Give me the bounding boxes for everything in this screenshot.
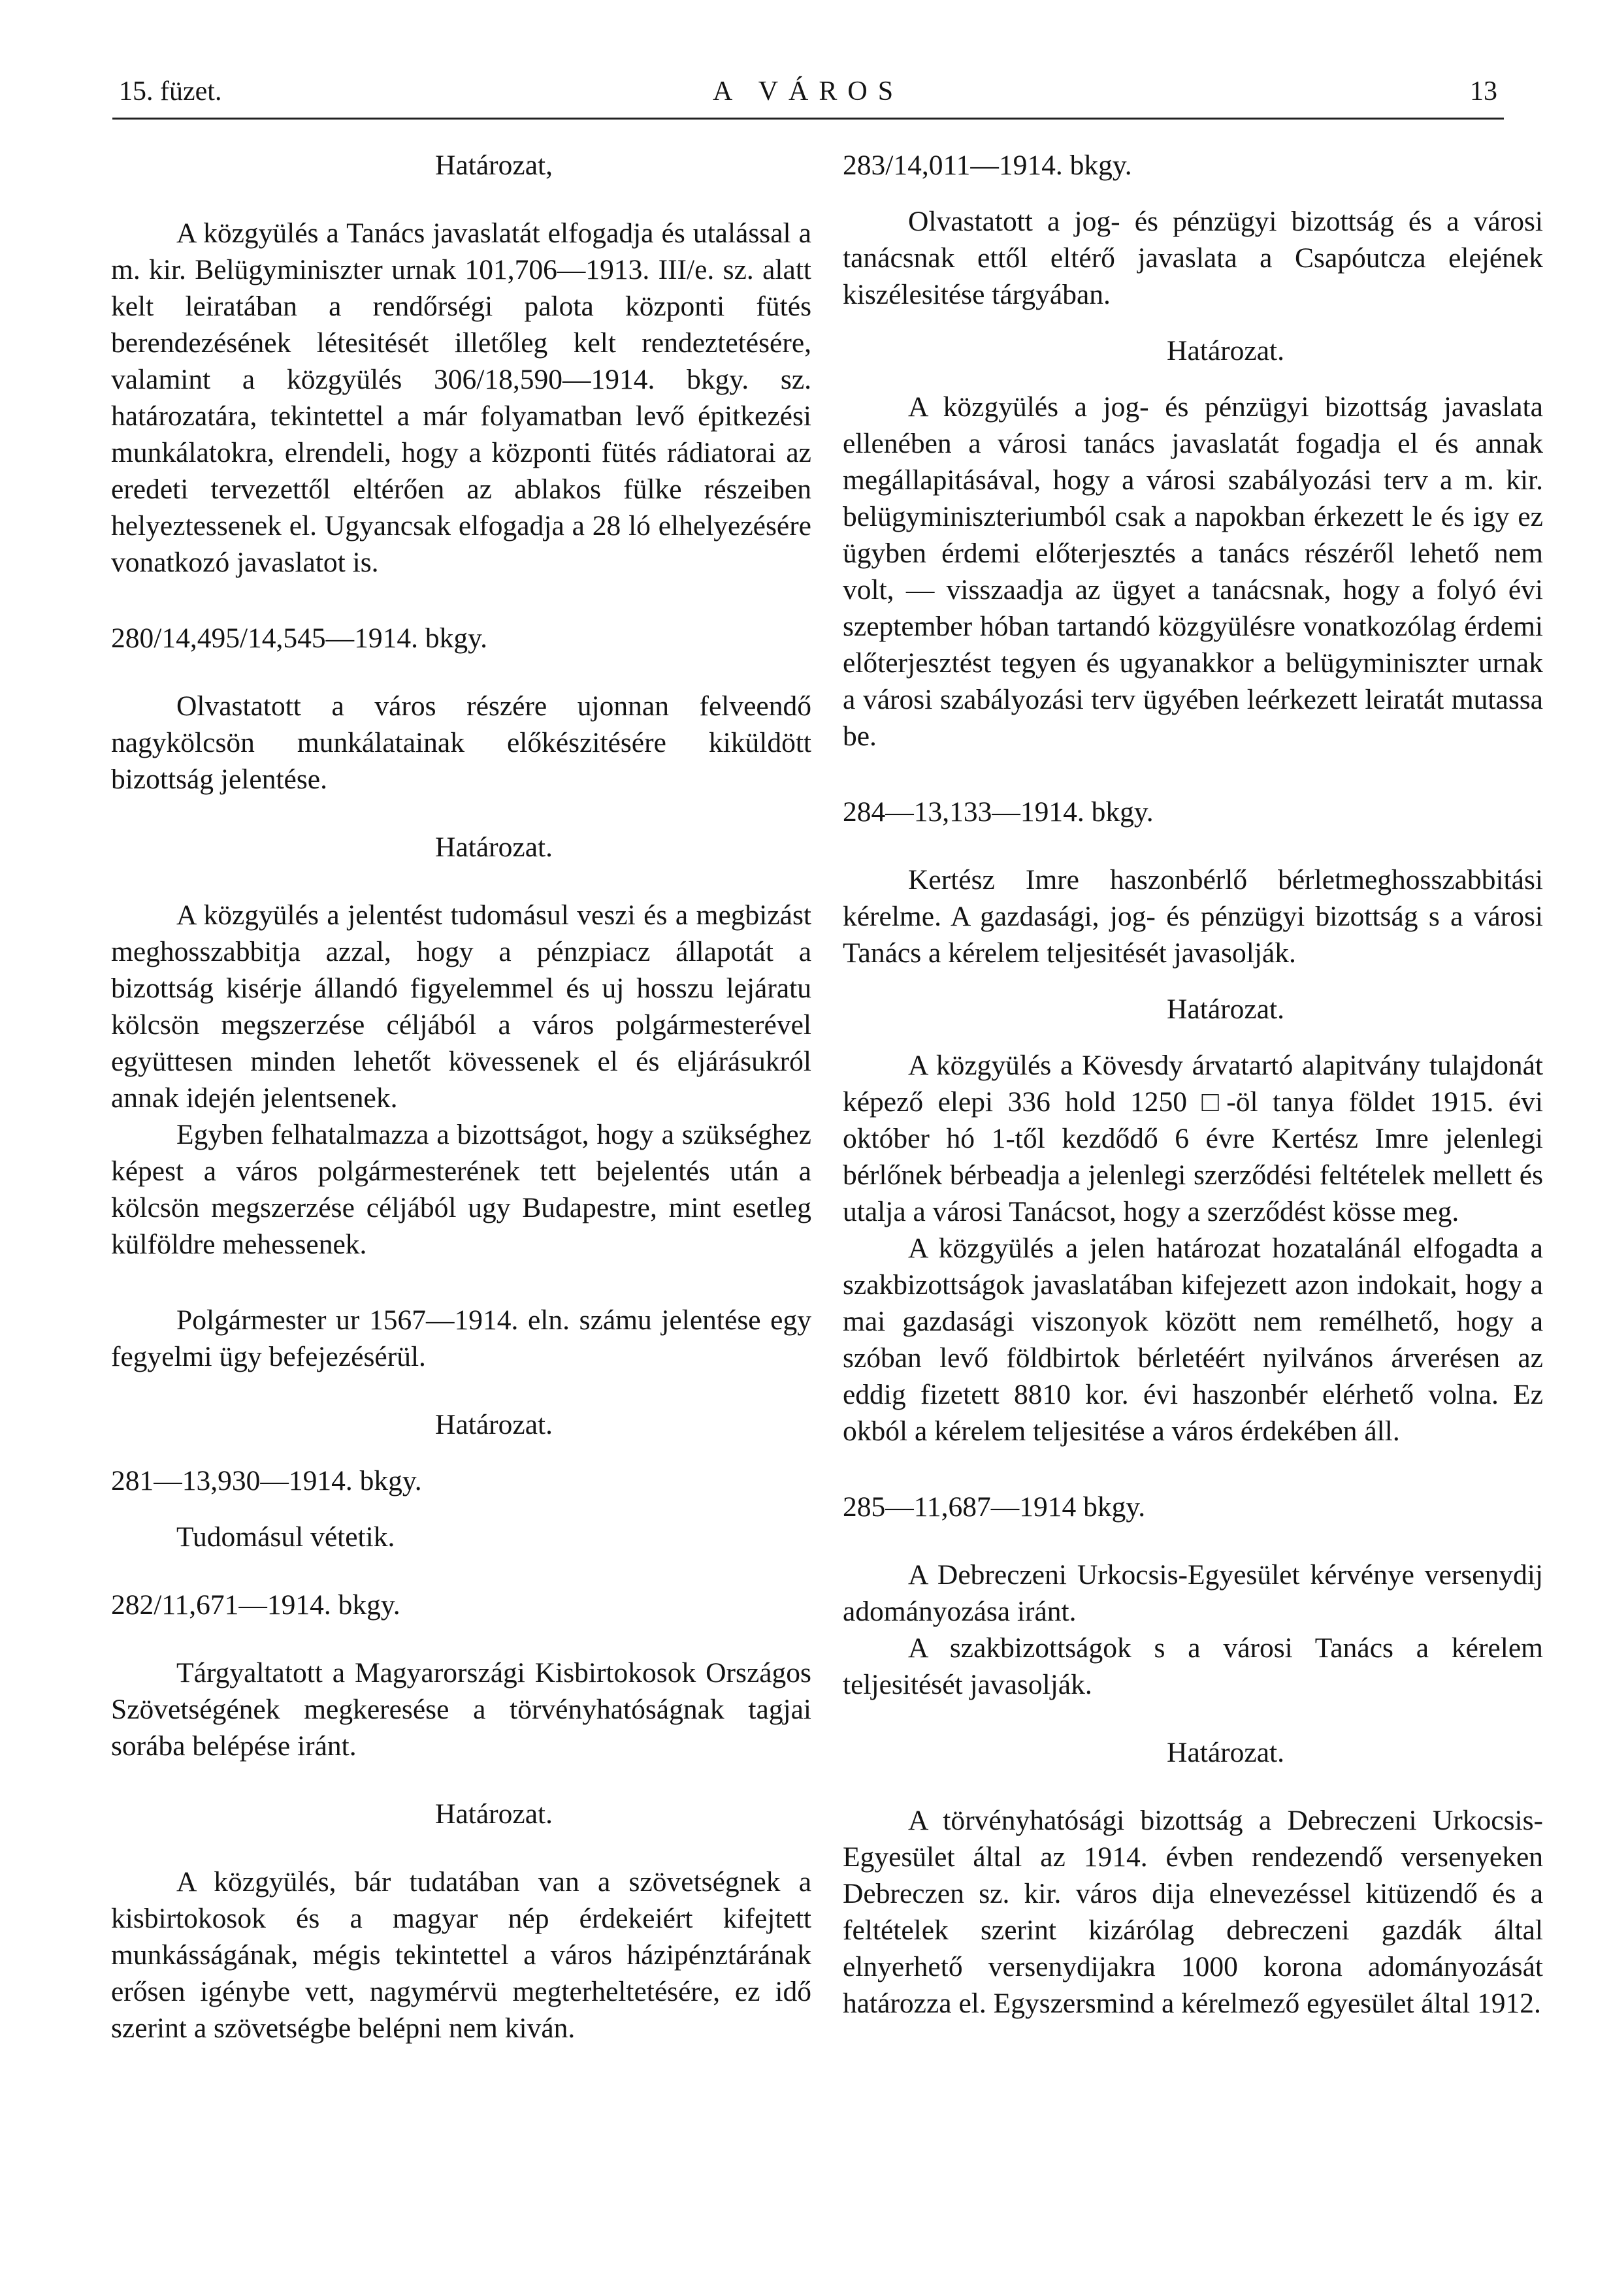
page-header	[112, 65, 1504, 120]
case-reference: 285—11,687—1914 bkgy.	[843, 1491, 1146, 1523]
case-reference: 284—13,133—1914. bkgy.	[843, 796, 1154, 828]
left-column	[111, 147, 811, 2046]
resolution-heading: Határozat.	[1167, 1737, 1284, 1768]
page-number: 13	[1470, 76, 1497, 106]
paragraph: A közgyülés a jog- és pénzügyi bizottság javaslata ellenében a városi tanács javaslatát fogadja el és annak megállapitásával, hogy a városi szabályozási terv a m. kir. belügyminiszteriumból csak a napokban érkezett le és igy ez ügyben érdemi előterjesztés a tanács részéről lehető nem volt, — visszaadja az ügyet a tanácsnak, hogy a folyó évi szeptember hóban tartandó közgyülésre vonatkozólag érdemi előterjesztést tegyen és ugyanakkor a belügyminiszter urnak a városi szabályozási terv ügyében leérkezett leiratát mutassa be.	[843, 391, 1543, 752]
paragraph: A Debreczeni Urkocsis-Egyesület kérvénye versenydij adományozása iránt.	[843, 1559, 1543, 1627]
resolution-heading: Határozat.	[1167, 335, 1284, 366]
issue-number: 15. füzet.	[119, 76, 222, 106]
paragraph: Olvastatott a város részére ujonnan felveendő nagykölcsön munkálatainak előkészitésére kiküldött bizottság jelentése.	[111, 690, 811, 795]
paragraph: Egyben felhatalmazza a bizottságot, hogy a szükséghez képest a város polgármesterének tett bejelentés után a kölcsön megszerzése céljából ugy Budapestre, mint esetleg külföldre mehessenek.	[111, 1119, 811, 1260]
journal-title: A VÁROS	[712, 76, 904, 106]
right-column	[843, 147, 1543, 2022]
case-reference: 281—13,930—1914. bkgy.	[111, 1465, 422, 1496]
paragraph: Polgármester ur 1567—1914. eln. számu jelentése egy fegyelmi ügy befejezésérül.	[111, 1304, 811, 1372]
resolution-heading: Határozat,	[435, 150, 553, 181]
paragraph: A törvényhatósági bizottság a Debreczeni Urkocsis-Egyesület által az 1914. évben rendezendő versenyeken Debreczen sz. kir. város dija elnevezéssel kitüzendő és a feltételek szerint kizárólag debreczeni gazdák által elnyerhető versenydijakra 1000 korona adományozását határozza el. Egyszersmind a kérelmező egyesület által 1912.	[843, 1805, 1543, 2019]
resolution-heading: Határozat.	[1167, 994, 1284, 1025]
resolution-heading: Határozat.	[435, 1798, 553, 1830]
paragraph: A közgyülés a Tanács javaslatát elfogadja és utalással a m. kir. Belügyminiszter urnak 101,706—1913. III/e. sz. alatt kelt leiratában a rendőrségi palota központi fütés berendezésének létesitését illetőleg kelt rendeztetésére, valamint a közgyülés 306/18,590—1914. bkgy. sz. határozatára, tekintettel a már folyamatban levő épitkezési munkálatokra, elrendeli, hogy a központi fütés rádiatorai az eredeti tervezettől eltérően az ablakos fülke részeiben helyeztessenek el. Ugyancsak elfogadja a 28 ló elhelyezésére vonatkozó javaslatot is.	[111, 218, 811, 578]
paragraph: Tárgyaltatott a Magyarországi Kisbirtokosok Országos Szövetségének megkeresése a törvényhatóságnak tagjai sorába belépése iránt.	[111, 1657, 811, 1762]
paragraph: A közgyülés a jelen határozat hozatalánál elfogadta a szakbizottságok javaslatában kifejezett azon indokait, hogy a mai gazdasági viszonyok között nem remélhető, hogy a szóban levő földbirtok bérletéért nyilvános árverésen az eddig fizetett 8810 kor. évi haszonbér elérhető volna. Ez okból a kérelem teljesitése a város érdekében áll.	[843, 1233, 1543, 1447]
resolution-heading: Határozat.	[435, 1409, 553, 1440]
case-reference: 282/11,671—1914. bkgy.	[111, 1589, 400, 1621]
paragraph: A közgyülés a Kövesdy árvatartó alapitvány tulajdonát képező elepi 336 hold 1250 □-öl tanya földet 1915. évi október hó 1-től kezdődő 6 évre Kertész Imre jelenlegi bérlőnek bérbeadja a jelenlegi szerződési feltételek mellett és utalja a városi Tanácsot, hogy a szerződést kösse meg.	[843, 1050, 1543, 1227]
paragraph: Kertész Imre haszonbérlő bérletmeghosszabbitási kérelme. A gazdasági, jog- és pénzügyi bizottság s a városi Tanács a kérelem teljesitését javasolják.	[843, 864, 1543, 969]
resolution-heading: Határozat.	[435, 832, 553, 863]
paragraph: Olvastatott a jog- és pénzügyi bizottság és a városi tanácsnak ettől eltérő javaslata a Csapóutcza elejének kiszélesitése tárgyában.	[843, 206, 1543, 310]
paragraph: Tudomásul vétetik.	[176, 1521, 395, 1553]
case-reference: 280/14,495/14,545—1914. bkgy.	[111, 623, 487, 654]
paragraph: A közgyülés, bár tudatában van a szövetségnek a kisbirtokosok és a magyar nép érdekeiért kifejtett munkásságának, mégis tekintettel a város házipénztárának erősen igénybe vett, nagymérvü megterheltetésére, ez idő szerint a szövetségbe belépni nem kiván.	[111, 1866, 811, 2044]
case-reference: 283/14,011—1914. bkgy.	[843, 150, 1132, 181]
paragraph: A szakbizottságok s a városi Tanács a kérelem teljesitését javasolják.	[843, 1632, 1543, 1700]
paragraph: A közgyülés a jelentést tudomásul veszi és a megbizást meghosszabbitja azzal, hogy a pénzpiacz állapotát a bizottság kisérje állandó figyelemmel és uj hosszu lejáratu kölcsön megszerzése céljából a város polgármesterével együttesen minden lehetőt kövessenek el és eljárásukról annak idején jelentsenek.	[111, 899, 811, 1114]
